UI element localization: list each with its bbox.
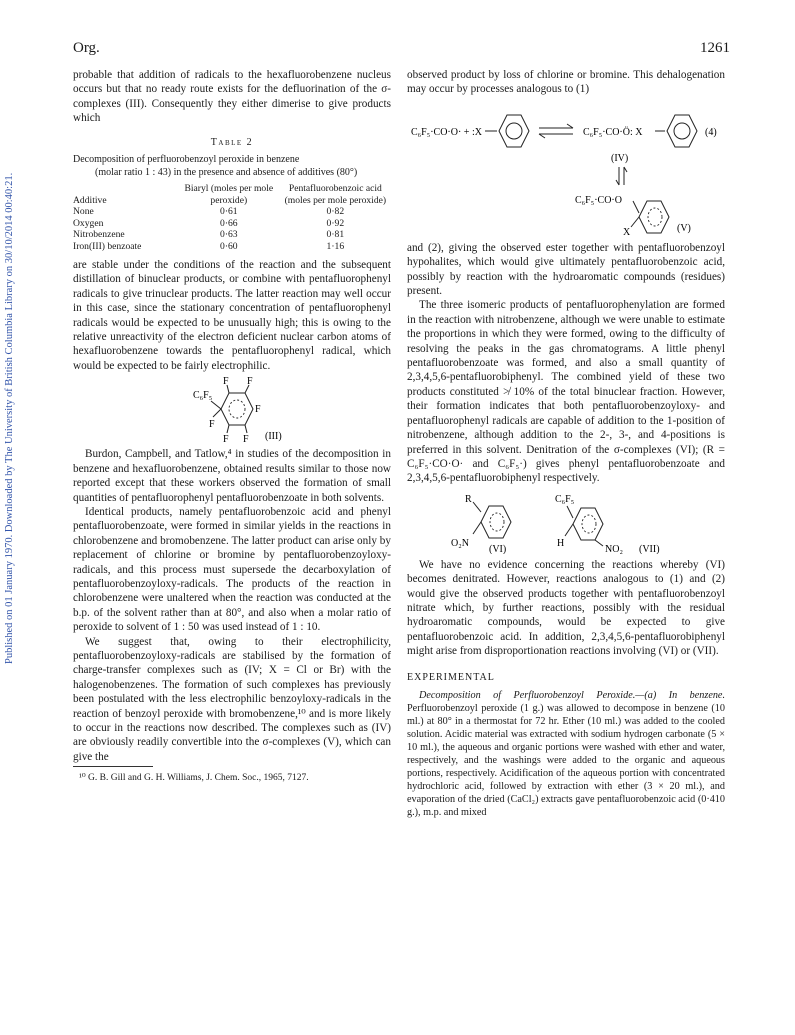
- cell: Oxygen: [73, 217, 104, 229]
- reactant-label: C₆F₅·CO·O· + :X: [411, 126, 482, 138]
- watermark-text[interactable]: Published on 01 January 1970. Downloaded by The University of British Columbia Library on 30/10/2014 00:40:21.: [4, 172, 15, 664]
- right-column: [407, 68, 725, 819]
- download-watermark[interactable]: [4, 0, 18, 664]
- compound-label: (III): [265, 431, 282, 443]
- cell: Nitrobenzene: [73, 229, 125, 241]
- compound-label: (V): [677, 222, 691, 234]
- cell: 0·66: [220, 217, 238, 229]
- r-label: R: [465, 493, 472, 505]
- cell: 0·81: [326, 229, 345, 241]
- table-title: Table 2: [210, 136, 254, 148]
- cell: 0·63: [220, 229, 238, 241]
- results-table: [73, 183, 391, 252]
- column-header: Additive: [73, 194, 107, 206]
- compound-label: (VII): [639, 543, 660, 554]
- f-label: F: [255, 404, 261, 416]
- structures-VI-VII: [407, 490, 725, 554]
- reaction-scheme: [407, 101, 725, 237]
- experimental-paragraph: [407, 689, 725, 819]
- section-heading: EXPERIMENTAL: [407, 671, 495, 683]
- cell: None: [73, 206, 94, 218]
- f-label: F: [223, 434, 229, 444]
- complex-label: C₆F₅·CO·Ö: X: [583, 126, 643, 138]
- table-row: [73, 241, 391, 253]
- f-label: F: [209, 419, 215, 431]
- paragraph: We suggest that, owing to their electrophilicity, pentafluorobenzoyloxy-radicals are stabilised by the formation of charge-transfer complexes such as (IV; X = Cl or Br) with the halogenobenzenes. The formation of such complexes has previously been postulated with the less electrophilic benzoyloxy-radicals in the reaction of benzoyl peroxide with bromobenzene,¹⁰ and is more likely to occur in the reactions now described. The complexes such as (IV) are obviously readily convertible into the σ-complexes (V), which can give the: [73, 635, 391, 763]
- f-label: F: [247, 377, 253, 388]
- table-caption-line: (molar ratio 1 : 43) in the presence and absence of additives (80°): [95, 166, 358, 178]
- equation-number: (4): [705, 126, 717, 138]
- table-row: [73, 229, 391, 241]
- cell: 0·82: [326, 206, 345, 218]
- paragraph: and (2), giving the observed ester together with pentafluorobenzoyl hypohalites, which would give ultimately pentafluorobenzoic acid, possibly by reaction with the hydroaromatic compounds (residues) present.: [407, 241, 725, 298]
- c6f5-label: C₆F₅: [193, 390, 213, 402]
- paragraph: probable that addition of radicals to the hexafluorobenzene nucleus occurs but that no ready route exists for the defluorination of the σ-complexes (III). Consequently they either dimerise to give products which: [73, 69, 391, 125]
- h-label: H: [557, 537, 565, 549]
- substituent-label: C₆F₅·CO·O: [575, 194, 622, 206]
- paragraph: observed product by loss of chlorine or bromine. This dehalogenation may occur by processes analogous to (1): [407, 69, 725, 96]
- no2-label: NO₂: [605, 543, 623, 554]
- paragraph: are stable under the conditions of the reaction and the subsequent distillation of binuclear products, or combine with pentafluorophenyl radicals to give trinuclear products. The latter reaction may well occur in this case, since the stationary concentration of pentafluorophenyl radicals would be expected to be unusually high; this is owing to the relative unreactivity of the electron deficient nuclear carbon atoms of hexafluorobenzene towards the pentafluorophenyl radical, which would be expected to be fairly electrophilic.: [73, 259, 391, 372]
- compound-label: (VI): [489, 543, 507, 554]
- left-column: [73, 68, 391, 786]
- x-label: X: [623, 226, 631, 237]
- paragraph: Burdon, Campbell, and Tatlow,⁴ in studies of the decomposition in benzene and hexafluorobenzene, obtained results similar to those now reported except that these workers observed the formation of small quantities of pentafluorophenyl pentafluorobenzoate in both solvents.: [73, 448, 391, 504]
- subsection-part: —(a) In benzene.: [635, 689, 726, 701]
- table-caption: [73, 154, 391, 179]
- paragraph: Identical products, namely pentafluorobenzoic acid and phenyl pentafluorobenzoate, were formed in similar yields in the reactions in chlorobenzene and bromobenzene. The latter product can arise only by replacement of chlorine or bromine by pentafluorobenzoyloxy-radicals, and this process must supersede the decarboxylation of pentafluorobenzoyloxy-radicals. The products of the reaction in chlorobenzene were unaltered when the reaction was conducted at the b.p. of the solvent rather than at 80°, and also when a molar ratio of peroxide to solvent of 1 : 50 was used instead of 1 : 10.: [73, 505, 391, 634]
- table-row: [73, 218, 391, 230]
- compound-label: (IV): [611, 152, 629, 164]
- cell: 0·60: [220, 240, 238, 252]
- o2n-label: O₂N: [451, 537, 469, 549]
- table-caption-line: Decomposition of perfluorobenzoyl peroxide in benzene: [73, 154, 300, 166]
- paragraph: The three isomeric products of pentafluorophenylation are formed in the reaction with nitrobenzene, although we were unable to estimate the proportions in which they were formed, owing to the difficulty of resolving the peaks in the gas chromatograms. A little phenyl pentafluorobenzoate was formed, and also a small quantity of 2,3,4,5,6-pentafluorobiphenyl. The combined yield of these two products constituted ≯ 10% of the total binuclear fraction. However, their formation indicates that both pentafluorobenzoyloxy- and pentafluorophenyl radicals are capable of addition to the 1-position of nitrobenzene, although addition to the 2-, 3-, and 4-positions is preferred in this solvent. Denitration of the σ-complexes (VI); (R = C₆F₅·CO·O· and C₆F₅·) gives phenyl pentafluorobenzoate and 2,3,4,5,6-pentafluorobiphenyl respectively.: [407, 299, 725, 485]
- cell: Iron(III) benzoate: [73, 240, 142, 252]
- c6f5-label: C₆F₅: [555, 493, 575, 505]
- cell: 1·16: [326, 240, 345, 252]
- footnote-rule: [73, 766, 153, 767]
- footnote: ¹⁰ G. B. Gill and G. H. Williams, J. Chem. Soc., 1965, 7127.: [79, 773, 309, 784]
- column-header: Biaryl (moles per mole peroxide): [184, 183, 274, 206]
- f-label: F: [243, 434, 249, 444]
- structure-III: [167, 377, 297, 443]
- column-header: Pentafluorobenzoic acid (moles per mole peroxide): [284, 183, 387, 206]
- f-label: F: [223, 377, 229, 388]
- table-row: [73, 206, 391, 218]
- journal-section: Org.: [73, 40, 100, 56]
- cell: 0·61: [220, 206, 238, 218]
- subsection-title: Decomposition of Perfluorobenzoyl Peroxide.: [419, 689, 636, 701]
- page-number: 1261: [700, 40, 730, 56]
- paragraph: We have no evidence concerning the reactions whereby (VI) becomes denitrated. However, reactions analogous to (1) and (2) would give the observed products together with pentafluorobenzoyl nitrate which, by further reactions, possibly with the residual hydroaromatic compounds, would be expected to give pentafluorobenzoic acid. In addition, 2,3,4,5,6-pentafluorobiphenyl might arise from disproportionation reactions involving (VI) or (VII).: [407, 558, 725, 658]
- experimental-text: Perfluorobenzoyl peroxide (1 g.) was allowed to decompose in benzene (10 ml.) at 80° in a thermostat for 72 hr. Ether (10 ml.) was added to the cooled solution. Acidic material was extracted with sodium hydrogen carbonate (5 × 10 ml.), the aqueous and organic portions were washed with ether and water, respectively, and the washings were added to the organic and aqueous portions, respectively. Acidification of the aqueous portion with concentrated hydrochloric acid, followed by extraction with ether (3 × 20 ml.), and evaporation of the dried (CaCl₂) extracts gave pentafluorobenzoic acid (0·410 g.), m.p. and mixed: [407, 702, 725, 818]
- cell: 0·92: [326, 217, 345, 229]
